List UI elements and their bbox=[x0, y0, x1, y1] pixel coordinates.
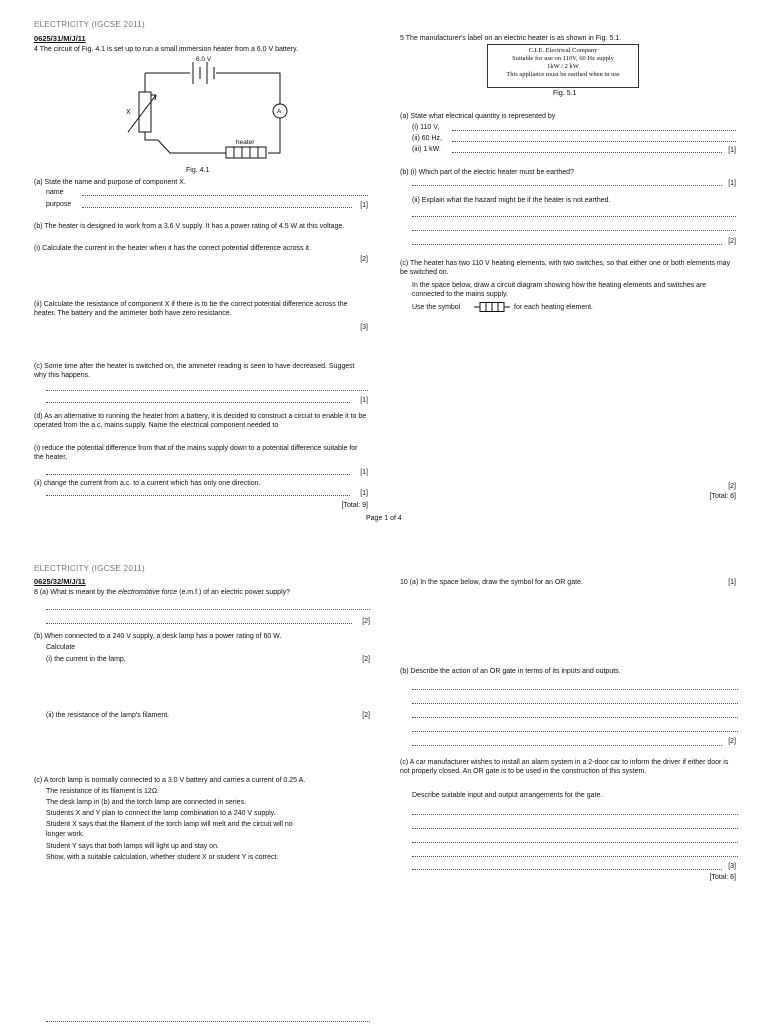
answer-line[interactable] bbox=[46, 609, 370, 610]
question-5c-symbol-text: Use the symbol bbox=[412, 304, 461, 311]
question-8c-line: (c) A torch lamp is normally connected to a 3.0 V battery and carries a current of 0.25 A. bbox=[34, 777, 306, 784]
total-marks: [Total: 6] bbox=[709, 493, 736, 500]
question-4d-i: (i) reduce the potential difference from that of the mains supply down to a potential difference suitable for the heater, bbox=[34, 445, 358, 461]
marks: [3] bbox=[728, 863, 736, 870]
answer-line[interactable] bbox=[412, 244, 722, 245]
question-5a-ii: (ii) 60 Hz, bbox=[412, 135, 442, 142]
marks: [1] bbox=[360, 490, 368, 497]
marks: [1] bbox=[728, 579, 736, 586]
question-5c-symbol-text-end: for each heating element. bbox=[514, 304, 593, 311]
answer-line[interactable] bbox=[46, 495, 350, 496]
question-4b-i: (i) Calculate the current in the heater when it has the correct potential difference across it. bbox=[34, 245, 311, 252]
question-8c-line: Show, with a suitable calculation, whether student X or student Y is correct. bbox=[46, 854, 279, 861]
answer-line[interactable] bbox=[46, 402, 350, 403]
marks: [2] bbox=[362, 618, 370, 625]
question-5c: (c) The heater has two 110 V heating elements, with two switches, so that either one or both elements may be switched on. bbox=[400, 260, 731, 276]
figure-caption: Fig. 4.1 bbox=[186, 167, 210, 174]
question-4b: (b) The heater is designed to work from a 3.6 V supply. It has a power rating of 4.5 W at this voltage. bbox=[34, 223, 345, 230]
q8a-emphasis: electromotive force bbox=[118, 589, 178, 596]
question-8c-line: The resistance of its filament is 12Ω. bbox=[46, 788, 160, 795]
page-number: Page 1 of 4 bbox=[366, 515, 402, 522]
rating-label-box bbox=[487, 44, 639, 88]
answer-line[interactable] bbox=[412, 185, 722, 186]
question-8b: (b) When connected to a 240 V supply, a desk lamp has a power rating of 60 W. bbox=[34, 633, 282, 640]
marks: [2] bbox=[362, 712, 370, 719]
question-5c-instruction: In the space below, draw a circuit diagram showing how the heating elements and switches are connected to the mains supply. bbox=[412, 282, 707, 298]
q4a-purpose-label: purpose bbox=[46, 201, 72, 208]
question-8c-line: The desk lamp in (b) and the torch lamp are connected in series. bbox=[46, 799, 246, 806]
marks: [1] bbox=[360, 469, 368, 476]
page-header: ELECTRICITY (IGCSE 2011) bbox=[34, 20, 145, 29]
question-10c-instruction: Describe suitable input and output arrangements for the gate. bbox=[412, 792, 603, 799]
question-5-intro: 5 The manufacturer's label on an electric heater is as shown in Fig. 5.1. bbox=[400, 35, 622, 42]
question-5a-i: (i) 110 V, bbox=[412, 124, 440, 131]
rating-label-line: C.I.E. Electrical Company bbox=[528, 47, 598, 54]
answer-line[interactable] bbox=[412, 703, 738, 704]
answer-line[interactable] bbox=[412, 731, 738, 732]
question-8b-calculate: Calculate bbox=[46, 644, 76, 651]
q8a-text-pre: 8 (a) What is meant by the bbox=[34, 589, 119, 596]
heater-label: heater bbox=[236, 139, 255, 146]
question-8b-i: (i) the current in the lamp, bbox=[46, 656, 126, 663]
answer-line[interactable] bbox=[412, 842, 738, 843]
q8a-text-post: (e.m.f.) of an electric power supply? bbox=[177, 589, 291, 596]
question-8c-line: Student Y says that both lamps will light up and stay on. bbox=[46, 843, 219, 850]
answer-line[interactable] bbox=[46, 1021, 370, 1022]
answer-line[interactable] bbox=[412, 216, 736, 217]
question-8a bbox=[34, 588, 290, 597]
answer-line[interactable] bbox=[412, 856, 738, 857]
answer-line[interactable] bbox=[412, 689, 738, 690]
marks: [2] bbox=[728, 483, 736, 490]
rating-label-line: 1kW / 2 kW bbox=[547, 63, 579, 70]
marks: [2] bbox=[360, 256, 368, 263]
page-header: ELECTRICITY (IGCSE 2011) bbox=[34, 564, 145, 573]
answer-line[interactable] bbox=[46, 474, 350, 475]
question-10a: 10 (a) In the space below, draw the symbol for an OR gate. bbox=[400, 579, 583, 586]
ammeter-label: A bbox=[277, 108, 282, 115]
component-x-label: X bbox=[126, 109, 131, 116]
question-8c-line: Students X and Y plan to connect the lamp combination to a 240 V supply. bbox=[46, 810, 276, 817]
question-5a: (a) State what electrical quantity is represented by bbox=[400, 113, 556, 120]
answer-line[interactable] bbox=[46, 390, 368, 391]
question-4-intro: 4 The circuit of Fig. 4.1 is set up to run a small immersion heater from a 6.0 V battery. bbox=[34, 46, 298, 53]
answer-line[interactable] bbox=[412, 717, 738, 718]
paper-code: 0625/31/M/J/11 bbox=[34, 34, 86, 43]
question-4d-ii: (ii) change the current from a.c. to a current which has only one direction. bbox=[34, 480, 261, 487]
answer-line[interactable] bbox=[82, 207, 352, 208]
marks: [1] bbox=[360, 397, 368, 404]
answer-line[interactable] bbox=[452, 141, 736, 142]
marks: [2] bbox=[362, 656, 370, 663]
question-4b-ii: (ii) Calculate the resistance of component X if there is to be the correct potential difference across the heater. The battery and the ammeter both have zero resistance. bbox=[34, 301, 348, 317]
rating-label-line: This appliance must be earthed when in use bbox=[506, 71, 620, 78]
rating-label-line: Suitable for use on 110V, 60 Hz supply bbox=[512, 55, 614, 62]
answer-line[interactable] bbox=[412, 745, 722, 746]
battery-label: 6.0 V bbox=[196, 56, 212, 63]
answer-line[interactable] bbox=[412, 828, 738, 829]
marks: [1] bbox=[728, 147, 736, 154]
total-marks: [Total: 6] bbox=[709, 874, 736, 881]
answer-line[interactable] bbox=[452, 130, 736, 131]
total-marks: [Total: 9] bbox=[341, 502, 368, 509]
question-8b-ii: (ii) the resistance of the lamp's filament. bbox=[46, 712, 170, 719]
question-4c: (c) Some time after the heater is switched on, the ammeter reading is seen to have decreased. Suggest why this happens. bbox=[34, 363, 355, 379]
question-10c: (c) A car manufacturer wishes to install an alarm system in a 2-door car to inform the driver if either door is not properly closed. An OR gate is to be used in the construction of this system. bbox=[400, 759, 729, 775]
question-5a-iii: (iii) 1 kW. bbox=[412, 146, 441, 153]
heating-element-symbol bbox=[474, 301, 510, 313]
answer-line[interactable] bbox=[412, 869, 722, 870]
marks: [1] bbox=[360, 202, 368, 209]
marks: [1] bbox=[728, 180, 736, 187]
question-5b-ii: (ii) Explain what the hazard might be if the heater is not earthed. bbox=[412, 197, 611, 204]
answer-line[interactable] bbox=[412, 814, 738, 815]
marks: [2] bbox=[728, 238, 736, 245]
answer-line[interactable] bbox=[452, 152, 722, 153]
q4a-name-label: name bbox=[46, 189, 64, 196]
question-8c-line: longer work. bbox=[46, 831, 85, 838]
question-4a: (a) State the name and purpose of component X. bbox=[34, 179, 186, 186]
answer-line[interactable] bbox=[412, 230, 736, 231]
answer-line[interactable] bbox=[46, 623, 352, 624]
marks: [2] bbox=[728, 738, 736, 745]
marks: [3] bbox=[360, 324, 368, 331]
paper-code: 0625/32/M/J/11 bbox=[34, 577, 86, 586]
question-5b-i: (b) (i) Which part of the electric heater must be earthed? bbox=[400, 169, 574, 176]
answer-line[interactable] bbox=[82, 195, 368, 196]
figure-caption: Fig. 5.1 bbox=[553, 90, 577, 97]
question-4d: (d) As an alternative to running the heater from a battery, it is decided to construct a circuit to enable it to be operated from the a.c. mains supply. Name the electrical component needed to bbox=[34, 413, 367, 429]
question-8c-line: Student X says that the filament of the torch lamp will melt and the circuit will no bbox=[46, 821, 293, 828]
question-10b: (b) Describe the action of an OR gate in terms of its inputs and outputs. bbox=[400, 668, 621, 675]
